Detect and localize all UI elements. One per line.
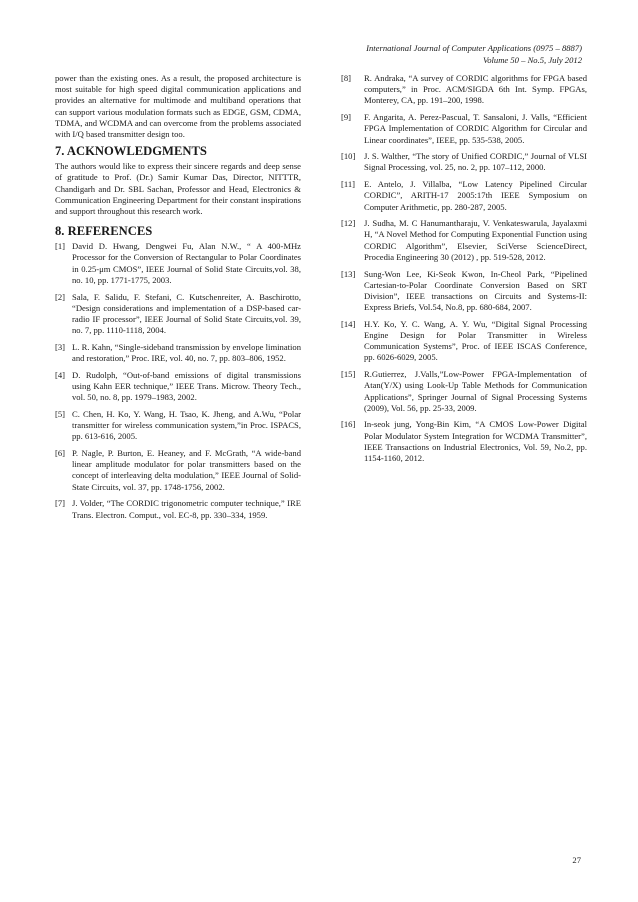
- reference-text: P. Nagle, P. Burton, E. Heaney, and F. McGrath, “A wide-band linear amplitude modulator for polar transmitters based on the concept of interleaving delta modulation,” IEEE Journal of Solid-State Circuits, vol. 37, pp. 1748-1756, 2002.: [72, 447, 301, 492]
- reference-number: [1]: [55, 241, 66, 252]
- reference-number: [7]: [55, 498, 66, 509]
- references-list-left: [55, 241, 301, 520]
- reference-number: [4]: [55, 369, 66, 380]
- reference-text: David D. Hwang, Dengwei Fu, Alan N.W., “ A 400-MHz Processor for the Conversion of Rectangular to Polar Coordinates in 0.25-μm CMOS”, IEEE Journal of Solid State Circuits,vol. 38, no. 10, pp. 1771-1775, 2003.: [72, 241, 301, 285]
- reference-text: Sala, F. Salidu, F. Stefani, C. Kutschenreiter, A. Baschirotto, “Design considerations and implementation of a DSP-based car-radio IF processor”, IEEE Journal of Solid State Circuits,vol. 39, no. 7, pp. 1110-1118, 2004.: [72, 291, 301, 336]
- reference-text: Sung-Won Lee, Ki-Seok Kwon, In-Cheol Park, “Pipelined Cartesian-to-Polar Coordinate Conversion Based on SRT Division”, IEEE transactions on Circuits and Systems-II: Express Briefs, Vol.54, No.8, pp. 680-684, 2007.: [364, 268, 587, 313]
- reference-text: H.Y. Ko, Y. C. Wang, A. Y. Wu, “Digital Signal Processing Engine Design for Polar Transmitter in Wireless Communication Systems”, Proc. of IEEE ISCAS Conference, pp. 6026-6029, 2005.: [364, 318, 587, 363]
- reference-number: [9]: [341, 112, 352, 123]
- reference-item: [341, 269, 587, 314]
- reference-text: R. Andraka, “A survey of CORDIC algorithms for FPGA based computers,” in Proc. ACM/SIGDA 6th Int. Symp. FPGAs, Monterey, CA, pp. 191–200, 1998.: [364, 73, 587, 106]
- reference-item: [341, 73, 587, 107]
- reference-text: C. Chen, H. Ko, Y. Wang, H. Tsao, K. Jheng, and A.Wu, “Polar transmitter for wireless communication system,”in Proc. ISPACS, pp. 613-616, 2005.: [72, 408, 301, 442]
- reference-item: [341, 112, 587, 146]
- journal-volume: Volume 50 – No.5, July 2012: [482, 55, 582, 65]
- reference-item: [55, 498, 301, 520]
- reference-number: [6]: [55, 447, 66, 458]
- reference-item: [341, 151, 587, 173]
- journal-header: [366, 42, 582, 66]
- reference-number: [5]: [55, 408, 66, 419]
- reference-number: [13]: [341, 268, 356, 279]
- journal-name: International Journal of Computer Applications (0975 – 8887): [366, 43, 582, 53]
- reference-text: F. Angarita, A. Perez-Pascual, T. Sansaloni, J. Valls, “Efficient FPGA Implementation of CORDIC Algorithm for Circular and Linear coordinates”, IEEE, pp. 535-538, 2005.: [364, 112, 587, 145]
- reference-item: [55, 292, 301, 337]
- reference-item: [55, 241, 301, 286]
- reference-text: J. Volder, “The CORDIC trigonometric computer technique,” IRE Trans. Electron. Comput., vol. EC-8, pp. 330–334, 1959.: [72, 498, 301, 520]
- right-column: [341, 73, 587, 470]
- reference-item: [55, 342, 301, 364]
- acknowledgments-heading: 7. ACKNOWLEDGMENTS: [55, 144, 207, 159]
- reference-text: E. Antelo, J. Villalba, “Low Latency Pipelined Circular CORDIC”, ARITH-17 2005:17th IEEE Symposium on Computer Arithmetic, pp. 280-287, 2005.: [364, 179, 587, 212]
- acknowledgments-text: The authors would like to express their sincere regards and deep sense of gratitude to Prof. (Dr.) Samir Kumar Das, Director, NITTTR, Chandigarh and Dr. SBL Sachan, Professor and Head, Electronics & Communication Engineering Department for their constant inspirations and support throughout this research work.: [55, 161, 301, 217]
- left-column: [55, 73, 301, 526]
- reference-text: J. S. Walther, “The story of Unified CORDIC,” Journal of VLSI Signal Processing, vol. 25, no. 2, pp. 107–112, 2000.: [364, 151, 587, 173]
- page-number: 27: [572, 855, 581, 865]
- reference-number: [8]: [341, 73, 352, 83]
- reference-number: [15]: [341, 369, 356, 380]
- reference-number: [3]: [55, 341, 66, 352]
- references-heading: 8. REFERENCES: [55, 224, 153, 239]
- reference-item: [55, 370, 301, 404]
- reference-text: D. Rudolph, “Out-of-band emissions of digital transmissions using Kahn EER technique,” IEEE Trans. Microw. Theory Tech., vol. 50, no. 8, pp. 1979–1983, 2002.: [72, 369, 301, 403]
- reference-item: [341, 419, 587, 464]
- references-list-right: [341, 73, 587, 464]
- reference-number: [12]: [341, 218, 356, 229]
- reference-text: L. R. Kahn, “Single-sideband transmission by envelope limination and restoration,” Proc. IRE, vol. 40, no. 7, pp. 803–806, 1952.: [72, 341, 301, 364]
- reference-number: [16]: [341, 419, 356, 430]
- reference-number: [10]: [341, 151, 356, 162]
- reference-item: [341, 319, 587, 364]
- reference-number: [14]: [341, 318, 356, 329]
- reference-item: [55, 409, 301, 443]
- reference-text: J. Sudha, M. C Hanumantharaju, V. Venkateswarula, Jayalaxmi H, “A Novel Method for Computing Exponential Function using CORDIC Algorithm”, Elsevier, SciVerse ScienceDirect, Procedia Engineering 30 (2012) , pp. 519-528, 2012.: [364, 218, 587, 262]
- reference-item: [341, 179, 587, 213]
- reference-number: [2]: [55, 291, 66, 302]
- reference-item: [55, 448, 301, 493]
- reference-text: R.Gutierrez, J.Valls,”Low-Power FPGA-Implementation of Atan(Y/X) using Look-Up Table Methods for Communication Applications”, Springer Journal of Signal Processing Systems (2009), Vol. 56, pp. 25-33, 2009.: [364, 369, 587, 413]
- intro-paragraph: power than the existing ones. As a result, the proposed architecture is most suitable for high speed digital communication applications and provides an alternative for multimode and multiband operations that can support various modulation formats such as EDGE, GSM, CDMA, TDMA, and WCDMA and can overcome from the problems associated with I/Q based transmitter design too.: [55, 73, 301, 140]
- reference-number: [11]: [341, 179, 355, 190]
- reference-item: [341, 218, 587, 263]
- reference-item: [341, 369, 587, 414]
- reference-text: In-seok jung, Yong-Bin Kim, “A CMOS Low-Power Digital Polar Modulator System Integration for WCDMA Transmitter”, IEEE Transactions on Industrial Electronics, Vol. 59, No.2, pp. 1154-1160, 2012.: [364, 419, 587, 464]
